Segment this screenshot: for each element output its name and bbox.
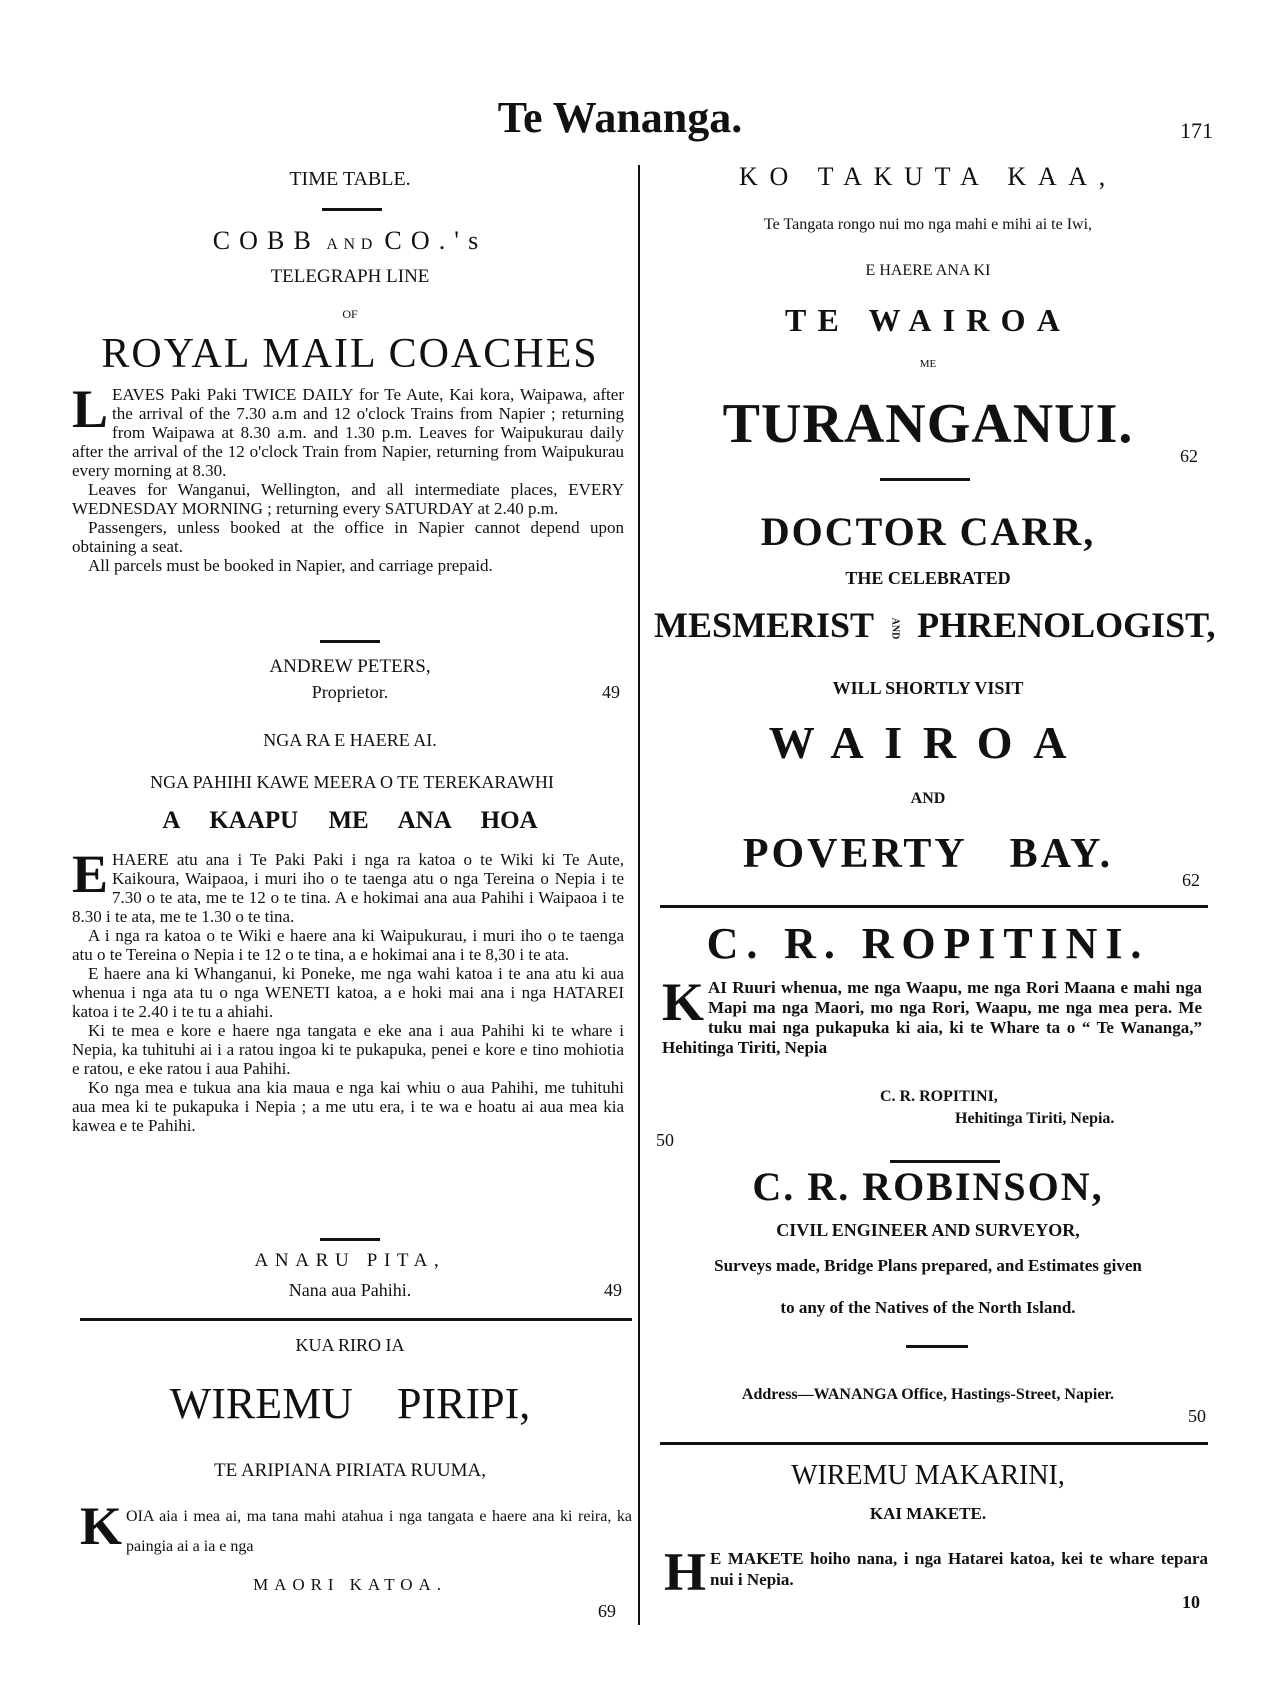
of-label: OF — [342, 307, 358, 321]
ad-paragraph: A i nga ra katoa o te Wiki e haere ana ki Waipukurau, i muri iho o te taenga atu o te Tereina o Nepia i te 12 o te tina, a e hokimai ana i te 8,30 i te ata. — [72, 926, 624, 964]
short-rule — [880, 478, 970, 481]
dropcap: K — [662, 972, 705, 1032]
column-divider — [638, 165, 640, 1625]
cobb-co: CO.'s — [384, 226, 488, 255]
turanganui-heading: TURANGANUI. — [722, 393, 1134, 455]
phrenologist-word: PHRENOLOGIST, — [917, 605, 1216, 645]
me-label: ME — [919, 358, 937, 370]
section-rule — [80, 1318, 632, 1321]
surveys-line: to any of the Natives of the North Island. — [780, 1298, 1076, 1317]
page-number: 171 — [1180, 118, 1213, 143]
ad-paragraph: All parcels must be booked in Napier, and carriage prepaid. — [88, 556, 493, 575]
short-rule — [320, 1238, 380, 1241]
subheading: KAI MAKETE. — [869, 1504, 987, 1523]
ad-paragraph: E MAKETE hoiho nana, i nga Hatarei katoa, kei te whare tepara nui i Nepia. — [710, 1549, 1208, 1589]
dropcap: H — [664, 1542, 707, 1602]
ad-paragraph: Leaves for Wanganui, Wellington, and all intermediate places, EVERY WEDNESDAY MORNING ; returning every SATURDAY at 2.40 p.m. — [72, 480, 624, 518]
cobb-heading — [80, 226, 620, 256]
wiremu-piripi-heading: WIREMU PIRIPI, — [169, 1379, 531, 1428]
wiremu-makarini-heading: WIREMU MAKARINI, — [791, 1460, 1065, 1491]
dropcap: E — [72, 844, 109, 904]
dropcap: K — [80, 1496, 123, 1556]
poverty-bay-heading: POVERTY BAY. — [742, 831, 1114, 877]
mail-ad-text — [72, 844, 624, 1135]
ad-number: 49 — [604, 1280, 622, 1300]
ropitini-heading: C. R. ROPITINI. — [706, 919, 1150, 968]
masthead-title: Te Wananga. — [497, 93, 743, 142]
ad-paragraph: AI Ruuri whenua, me nga Waapu, me nga Rori Maana e mahi nga Mapi ma nga Maori, mo nga Rori, Waapu, me nga mea pera. Me tuku mai nga pukapuka ki aia, ki te Whare ta o “ Te Wananga,” Hehitinga Tiriti, Nepia — [662, 978, 1202, 1057]
ad-paragraph: E haere ana ki Whanganui, ki Poneke, me nga wahi katoa i te ana atu ki aua whenua i nga ata tu o nga WENETI katoa, a e hoki mai ana i nga HATAREI katoa i te 2.40 i te tu a ahiahi. — [72, 964, 624, 1021]
section-rule — [660, 905, 1208, 908]
surveys-line: Surveys made, Bridge Plans prepared, and Estimates given — [714, 1256, 1142, 1275]
ad-paragraph: Ko nga mea e tukua ana kia maua e nga kai whiu o aua Pahihi, me tuhituhi aua mea ki te pukapuka i Nepia ; a me utu era, i te wa e hoatu ai aua mea kia kawea e te Pahihi. — [72, 1078, 624, 1135]
ad-number: 50 — [656, 1130, 674, 1150]
subheading: THE CELEBRATED — [845, 568, 1011, 588]
ad-number: 10 — [1182, 1592, 1200, 1612]
section-heading: A KAAPU ME ANA HOA — [162, 807, 538, 834]
ad-number: 62 — [1182, 870, 1200, 890]
doctor-carr-heading: DOCTOR CARR, — [760, 509, 1096, 554]
mesmerist-heading — [654, 604, 1216, 646]
ad-paragraph: OIA aia i mea ai, ma tana mahi atahua i nga tangata e haere ana ki reira, ka paingia ai a ia e nga — [126, 1508, 632, 1555]
short-rule — [322, 208, 382, 211]
subheading: Te Tangata rongo nui mo nga mahi e mihi ai te Iwi, — [763, 216, 1093, 233]
ko-takuta-heading: KO TAKUTA KAA, — [739, 162, 1117, 191]
time-table-heading: TIME TABLE. — [289, 168, 411, 190]
ad-paragraph: Passengers, unless booked at the office in Napier cannot depend upon obtaining a seat. — [72, 518, 624, 556]
telegraph-line: TELEGRAPH LINE — [270, 266, 430, 287]
wairoa-heading: WAIROA — [768, 717, 1088, 768]
ad-paragraph: HAERE atu ana i Te Paki Paki i nga ra katoa o te Wiki ki Te Aute, Kaikoura, Waipaoa, i muri iho o te taenga atu o nga Tereina o Nepia i te 7.30 o te ata, me te 12 o te tina. A e hokimai ana aua Pahihi i Waipaoa i te 8.30 i te ata, me te 1.30 o te tina. — [72, 850, 624, 926]
and-vertical: AND — [889, 617, 901, 640]
and-label: AND — [910, 790, 946, 807]
ad-number: 49 — [602, 682, 620, 702]
short-rule — [320, 640, 380, 643]
signature-name: ANARU PITA, — [254, 1250, 446, 1271]
ad-paragraph: Ki te mea e kore e haere nga tangata e eke ana i aua Pahihi ki te whare i Nepia, ka tuhituhi ai i a ratou ingoa ki te pukapuka, penei e kore e tino mohiotia e ratou, e eke ratou i aua Pahihi. — [72, 1021, 624, 1078]
mesmerist-word: MESMERIST — [654, 605, 874, 645]
subheading: E HAERE ANA KI — [865, 262, 991, 279]
ad-number: 62 — [1180, 446, 1198, 466]
coach-ad-text — [72, 379, 624, 575]
cobb-word: COBB — [212, 226, 320, 255]
section-heading: TE ARIPIANA PIRIATA RUUMA, — [214, 1460, 486, 1481]
section-heading: NGA PAHIHI KAWE MEERA O TE TEREKARAWHI — [150, 772, 554, 792]
robinson-heading: C. R. ROBINSON, — [752, 1164, 1104, 1209]
subheading: CIVIL ENGINEER AND SURVEYOR, — [776, 1220, 1080, 1240]
piripi-ad-text — [80, 1496, 632, 1562]
address-line: Address—WANANGA Office, Hastings-Street, Napier. — [741, 1386, 1115, 1403]
section-heading: KUA RIRO IA — [295, 1335, 405, 1355]
dropcap: L — [72, 379, 109, 439]
signature-name: C. R. ROPITINI, — [880, 1088, 998, 1105]
signature-title: Nana aua Pahihi. — [288, 1280, 412, 1300]
signature-name: ANDREW PETERS, — [269, 656, 431, 677]
signature-address: Hehitinga Tiriti, Nepia. — [955, 1110, 1115, 1127]
ad-number: 50 — [1188, 1406, 1206, 1426]
section-heading: MAORI KATOA. — [253, 1575, 447, 1594]
te-wairoa-heading: TE WAIROA — [784, 302, 1072, 338]
cobb-and: AND — [326, 236, 378, 253]
ad-number: 69 — [598, 1601, 616, 1621]
section-rule — [660, 1442, 1208, 1445]
signature-title: Proprietor. — [311, 682, 389, 702]
royal-mail-heading: ROYAL MAIL COACHES — [101, 331, 599, 377]
section-heading: NGA RA E HAERE AI. — [263, 730, 437, 750]
short-rule — [906, 1345, 968, 1348]
ropitini-ad-text — [662, 972, 1202, 1058]
subheading: WILL SHORTLY VISIT — [832, 678, 1024, 698]
ad-paragraph: EAVES Paki Paki TWICE DAILY for Te Aute, Kai kora, Waipawa, after the arrival of the 7.30 a.m and 12 o'clock Trains from Napier ; returning from Waipawa at 8.30 a.m. and 1.30 p.m. Leaves for Waipukurau daily after the arrival of the 12 o'clock Train from Napier, returning from Waipukurau every morning at 8.30. — [72, 385, 624, 480]
